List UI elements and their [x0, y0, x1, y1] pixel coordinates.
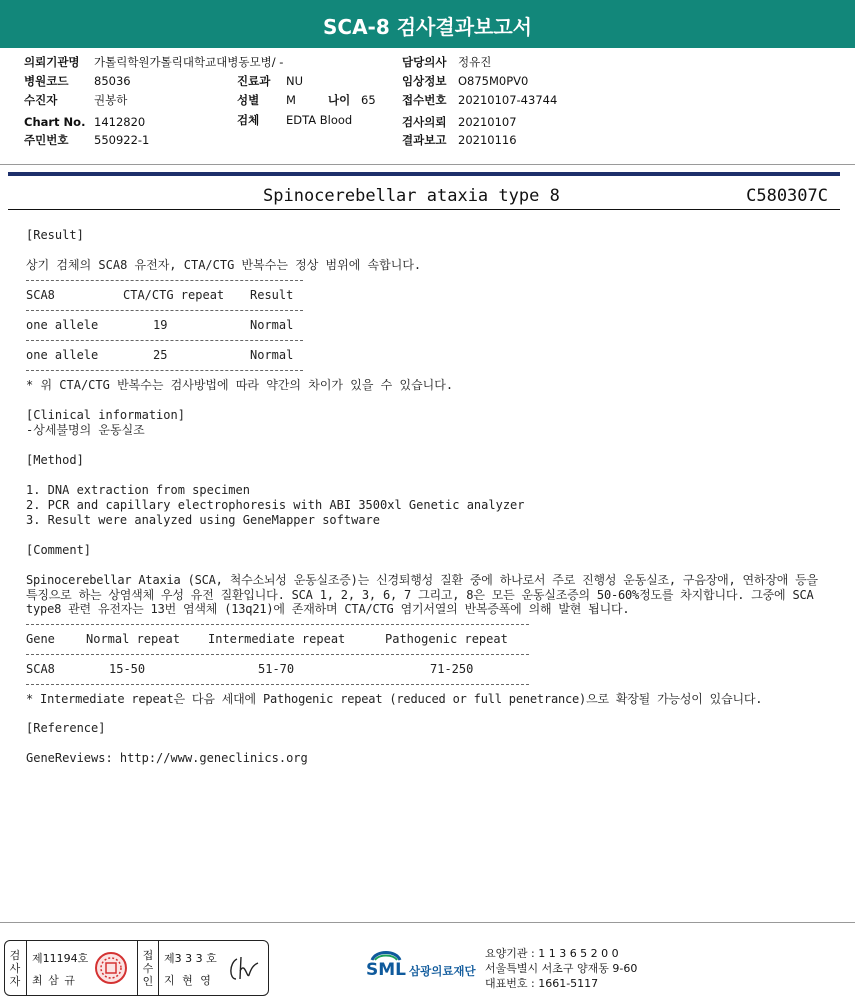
- result-text: 상기 검체의 SCA8 유전자, CTA/CTG 반복수는 정상 범위에 속합니다.: [26, 258, 422, 272]
- col-header: Result: [250, 288, 294, 302]
- comment-heading: [Comment]: [26, 543, 92, 557]
- table-cell: 51-70: [258, 661, 295, 676]
- id-row: [24, 131, 149, 150]
- chart-row: [24, 113, 145, 132]
- doctor-row: [402, 53, 491, 72]
- id-label: 주민번호: [24, 133, 69, 147]
- table-cell: 19: [153, 318, 168, 332]
- foundation-name: 삼광의료재단: [409, 964, 476, 978]
- request-row: [402, 113, 517, 132]
- report-header: [0, 0, 855, 48]
- title-bar-bottom: [8, 209, 840, 210]
- chart-value: 1412820: [94, 115, 146, 129]
- hospital-code-row: [24, 72, 131, 91]
- col-header: CTA/CTG repeat: [123, 288, 225, 302]
- receiver-label: [138, 941, 158, 995]
- sml-logo: [366, 946, 406, 984]
- repeat-table-header: [26, 632, 826, 647]
- sex-value: M: [286, 93, 296, 107]
- table-divider: [26, 280, 303, 281]
- clinical-text: -상세불명의 운동실조: [26, 423, 145, 437]
- id-value: 550922-1: [94, 133, 150, 147]
- hospital-code-label: 병원코드: [24, 74, 69, 88]
- report-label: 결과보고: [402, 133, 447, 147]
- table-cell: one allele: [26, 348, 99, 362]
- institution-value: 가톨릭학원가톨릭대학교대병동모병/ -: [94, 55, 284, 69]
- request-label: 검사의뢰: [402, 115, 447, 129]
- inspector-name: 최 삼 규: [32, 974, 76, 987]
- specimen-label: 검체: [237, 113, 260, 127]
- receiver-license: 제3 3 3 호: [164, 952, 217, 965]
- care-code: 요양기관 : 1 1 3 6 5 2 0 0: [485, 947, 619, 960]
- col-header: Intermediate repeat: [208, 631, 346, 646]
- col-header: SCA8: [26, 288, 55, 302]
- doctor-label: 담당의사: [402, 55, 447, 69]
- sex-age-row: [237, 91, 376, 110]
- method-heading: [Method]: [26, 453, 84, 467]
- receipt-row: [402, 91, 557, 110]
- clinical-row: [402, 72, 528, 91]
- test-title-row: [8, 180, 840, 210]
- inspector-license: 제11194호: [32, 952, 89, 965]
- table-divider: [26, 654, 529, 655]
- table-cell: one allele: [26, 318, 99, 332]
- specimen-value: EDTA Blood: [286, 113, 353, 127]
- divider: [0, 164, 855, 165]
- table-divider: [26, 624, 529, 625]
- inspector-seal: [95, 952, 127, 984]
- age-label: 나이: [328, 93, 351, 107]
- logo-text: SML: [366, 960, 406, 980]
- table-row: [26, 348, 826, 363]
- reference-text: GeneReviews: http://www.geneclinics.org: [26, 751, 308, 765]
- receipt-value: 20210107-43744: [458, 93, 558, 107]
- col-header: Gene: [26, 631, 55, 646]
- test-title: Spinocerebellar ataxia type 8: [263, 186, 560, 206]
- repeat-note: * Intermediate repeat은 다음 세대에 Pathogenic repeat (reduced or full penetrance)으로 확장될 가능성이 있습니다.: [26, 691, 763, 706]
- table-row: [26, 662, 826, 677]
- vertical-label: 검 사 자: [9, 948, 21, 988]
- chart-label: Chart No.: [24, 115, 86, 129]
- patient-row: [24, 91, 127, 110]
- title-bar-top: [8, 172, 840, 176]
- table-cell: 25: [153, 348, 168, 362]
- table-divider: [26, 370, 303, 371]
- footer-divider: [0, 922, 855, 923]
- patient-value: 권봉하: [94, 93, 128, 107]
- table-cell: Normal: [250, 348, 294, 362]
- specimen-row: [237, 111, 352, 130]
- table-cell: 15-50: [109, 661, 146, 676]
- inspector-label: [5, 941, 25, 995]
- sex-label: 성별: [237, 93, 260, 107]
- report-body: [26, 228, 826, 766]
- col-header: Pathogenic repeat: [385, 631, 508, 646]
- result-table-header: [26, 288, 826, 303]
- table-cell: 71-250: [430, 661, 474, 676]
- dept-label: 진료과: [237, 74, 271, 88]
- receipt-label: 접수번호: [402, 93, 447, 107]
- address: 서울특별시 서초구 양재동 9-60: [485, 962, 638, 975]
- signature-box: [4, 940, 269, 996]
- result-heading: [Result]: [26, 228, 84, 242]
- doctor-value: 정유진: [458, 55, 492, 69]
- report-title: SCA-8 검사결과보고서: [323, 15, 532, 39]
- clinical-value: O875M0PV0: [458, 74, 529, 88]
- table-divider: [26, 684, 529, 685]
- clinical-label: 임상정보: [402, 74, 447, 88]
- patient-label: 수진자: [24, 93, 58, 107]
- test-code: C580307C: [746, 186, 828, 206]
- dept-row: [237, 72, 303, 91]
- signature: [227, 953, 261, 988]
- result-note: * 위 CTA/CTG 반복수는 검사방법에 따라 약간의 차이가 있을 수 있습니다.: [26, 378, 454, 392]
- footer: [0, 922, 855, 1003]
- report-row: [402, 131, 517, 150]
- method-item: 3. Result were analyzed using GeneMapper software: [26, 513, 381, 527]
- institution-row: [24, 53, 283, 72]
- dept-value: NU: [286, 74, 304, 88]
- table-cell: SCA8: [26, 661, 55, 676]
- receiver-name: 지 현 영: [164, 974, 213, 987]
- reference-heading: [Reference]: [26, 721, 106, 735]
- institution-label: 의뢰기관명: [24, 55, 80, 69]
- vertical-label: 접 수 인: [142, 948, 154, 988]
- clinical-heading: [Clinical information]: [26, 408, 185, 422]
- report-value: 20210116: [458, 133, 517, 147]
- comment-text: Spinocerebellar Ataxia (SCA, 척수소뇌성 운동실조증)는 신경퇴행성 질환 중에 하나로서 주로 진행성 운동실조, 구음장애, 연하장애 등을 특징으로 하는 상염색체 우성 유전 질환입니다. SCA 1, 2, 3, 6, 7 그리고, 8은 모든 운동실조증의 50-60%정도를 차지합니다. 그중에 SCA type8 관련 유전자는 13번 염색체 (13q21)에 존재하며 CTA/CTG 염기서열의 반복증폭에 의해 발현 됩니다.: [26, 573, 818, 616]
- table-divider: [26, 310, 303, 311]
- method-item: 2. PCR and capillary electrophoresis with ABI 3500xl Genetic analyzer: [26, 498, 525, 512]
- hospital-code-value: 85036: [94, 74, 131, 88]
- method-item: 1. DNA extraction from specimen: [26, 483, 250, 497]
- table-row: [26, 318, 826, 333]
- table-divider: [26, 340, 303, 341]
- phone: 대표번호 : 1661-5117: [485, 977, 599, 990]
- age-value: 65: [361, 93, 376, 107]
- col-header: Normal repeat: [86, 631, 180, 646]
- request-value: 20210107: [458, 115, 517, 129]
- table-cell: Normal: [250, 318, 294, 332]
